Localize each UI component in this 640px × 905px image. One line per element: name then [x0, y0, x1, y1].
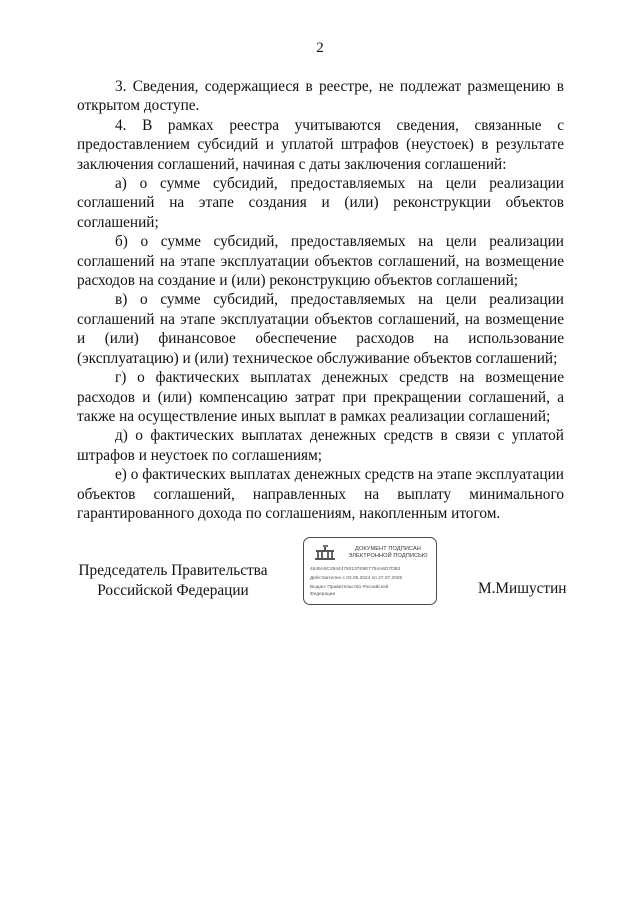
- stamp-heading: ДОКУМЕНТ ПОДПИСАН ЭЛЕКТРОННОЙ ПОДПИСЬЮ: [348, 546, 428, 559]
- paragraph-4: 4. В рамках реестра учитываются сведения, связанные с предоставлением субсидий и уплатой штрафов (неустоек) в результате заключения соглашений, начиная с даты заключения соглашений:: [77, 116, 564, 173]
- emblem-icon: [314, 544, 336, 562]
- subitem-b: б) о сумме субсидий, предоставляемых на цели реализации соглашений на этапе эксплуатации объектов соглашений, на возмещение расходов на создание и (или) реконструкцию объектов соглашений;: [77, 233, 564, 290]
- signer-name: М.Мишустин: [478, 580, 567, 597]
- subitem-d: д) о фактических выплатах денежных средств в связи с уплатой штрафов и неустоек по соглашениям;: [77, 427, 564, 464]
- signer-title-line-1: Председатель Правительства: [78, 562, 268, 579]
- page-number: 2: [316, 40, 324, 56]
- paragraph-3: 3. Сведения, содержащиеся в реестре, не подлежат размещению в открытом доступе.: [77, 78, 564, 115]
- signer-title-line-2: Российской Федерации: [97, 581, 249, 599]
- stamp-certificate: 4645A6C29444760137E9E7754A6D7DB3: [310, 567, 401, 572]
- subitem-g: г) о фактических выплатах денежных средств на возмещение расходов и (или) компенсацию затрат при прекращении соглашений, а также на осуществление иных выплат в рамках реализации соглашений;: [77, 369, 564, 425]
- subitem-e: е) о фактических выплатах денежных средств на этапе эксплуатации объектов соглашений, направленных на выплату минимального гарантированного дохода по соглашениям, накопленным итогом.: [77, 466, 564, 522]
- document-body: [77, 77, 564, 523]
- stamp-validity: Действителен с 03.05.2024 по 27.07.2025: [310, 576, 403, 581]
- stamp-issuer-line-1: Выдан: Правительство Российской: [310, 585, 389, 590]
- stamp-issuer-line-2: Федерации: [310, 592, 336, 597]
- signer-title: [68, 561, 278, 600]
- subitem-v: в) о сумме субсидий, предоставляемых на цели реализации соглашений на этапе эксплуатации объектов соглашений, на возмещение и (или) финансовое обеспечение расходов на использование (эксплуатацию) и (или) техническое обслуживание объектов соглашений;: [77, 291, 564, 367]
- subitem-a: а) о сумме субсидий, предоставляемых на цели реализации соглашений на этапе создания и (или) реконструкции объектов соглашений;: [77, 175, 564, 231]
- electronic-signature-stamp: [303, 537, 437, 605]
